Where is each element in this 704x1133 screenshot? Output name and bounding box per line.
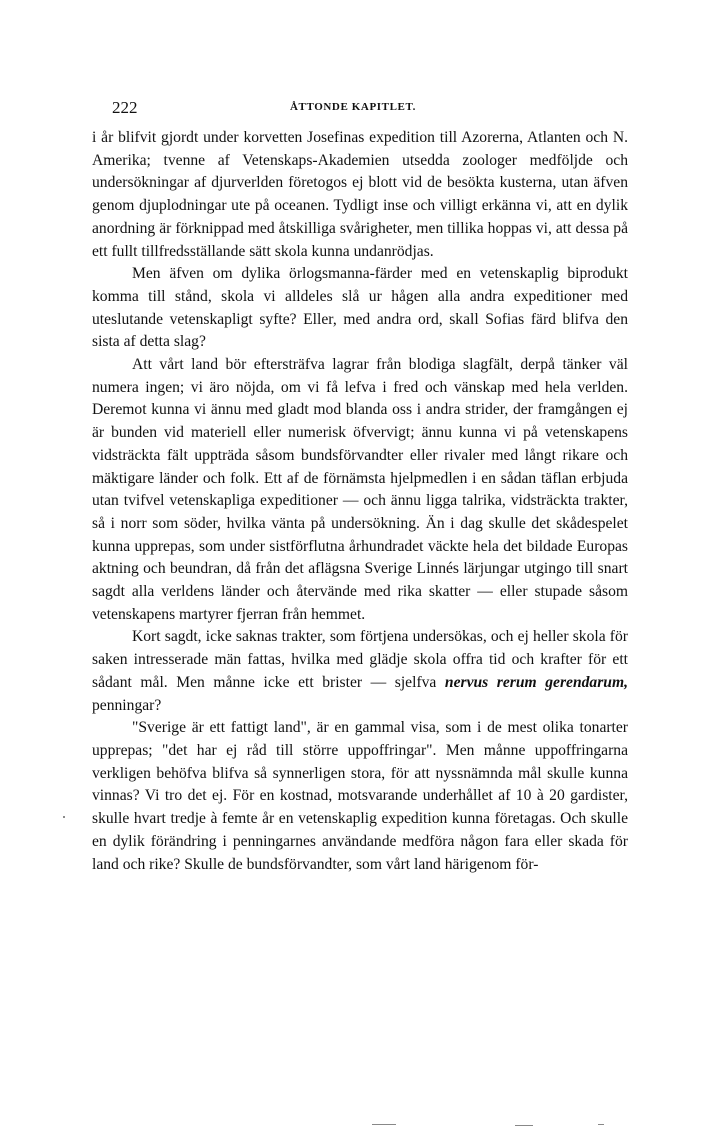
scan-mark bbox=[372, 1124, 396, 1125]
paragraph-1: i år blifvit gjordt under korvetten Josefinas expedition till Azorerna, Atlanten och N. Amerika; tvenne af Vetenskaps-Akademien utsedda zoologer medföljde och undersökningar af djurverlden företogos ej blott vid de besökta kusterna, utan äfven genom djuplodningar ute på oceanen. Tydligt inse och villigt erkänna vi, att en dylik anordning är förknippad med åtskilliga svårigheter, men tillika hoppas vi, att dessa på ett fullt tillfredsställande sätt skola kunna undanrödjas. bbox=[92, 129, 628, 260]
paragraph-4-text-after: penningar? bbox=[92, 696, 162, 714]
paragraph-2: Men äfven om dylika örlogsmanna-färder med en vetenskaplig biprodukt komma till stånd, skola vi alldeles slå ur hågen alla andra expeditioner med uteslutande vetenskapligt syfte? Eller, med andra ord, skall Sofias färd blifva den sista af detta slag? bbox=[92, 265, 628, 351]
page-header bbox=[90, 98, 630, 118]
paragraph-4-text-before: Kort sagdt, icke saknas trakter, som förtjena undersökas, och ej heller skola för saken intresserade män fattas, hvilka med glädje skola offra tid och krafter för ett sådant mål. Men månne icke ett brister — sjelfva bbox=[92, 628, 628, 691]
bottom-edge-marks bbox=[0, 1122, 704, 1128]
paragraph-3: Att vårt land bör eftersträfva lagrar från blodiga slagfält, derpå tänker väl numera ingen; vi äro nöjda, om vi få lefva i fred och vänskap med hela verlden. Deremot kunna vi ännu med gladt mod blanda oss i andra strider, der framgången ej är bunden vid materiell eller numerisk öfvervigt; ännu kunna vi på vetenskapens vidsträckta fält uppträda såsom bundsförvandter eller rivaler med långt rikare och mäktigare länder och folk. Ett af de förnämsta hjelpmedlen i en sådan täflan erbjuda utan tvifvel vetenskapliga expeditioner — och ännu ligga talrika, vidsträckta trakter, så i norr som söder, hvilka vänta på undersökning. Än i dag skulle det skådespelet kunna upprepas, som under sistförflutna århundradet väckte hela det bildade Europas aktning och beundran, då från det aflägsna Sverige Linnés lärjungar utgingo till snart sagdt alla verldens länder och återvände med rika skatter — eller stupade såsom vetenskapens martyrer fjerran från hemmet. bbox=[92, 356, 628, 623]
paragraph-4 bbox=[92, 626, 628, 717]
body-text bbox=[92, 127, 628, 876]
scan-mark bbox=[515, 1125, 533, 1126]
paragraph-5: "Sverige är ett fattigt land", är en gammal visa, som i de mest olika tonarter upprepas; "det har ej råd till större uppoffringar". Men månne uppoffringarna verkligen behöfva blifva så synnerligen stora, för att nyssnämnda mål skulle kunna vinnas? Vi tro det ej. För en kostnad, motsvarande underhållet af 10 à 20 gardister, skulle hvart tredje à femte år en vetenskaplig expedition kunna företagas. Och skulle en dylik förändring i penningarnes användande medföra någon fara eller skada för land och rike? Skulle de bundsförvandter, som vårt land härigenom för- bbox=[92, 719, 628, 873]
running-head: ÅTTONDE KAPITLET. bbox=[290, 101, 416, 113]
margin-speck bbox=[63, 816, 65, 818]
scan-mark bbox=[598, 1124, 604, 1125]
page-number: 222 bbox=[112, 98, 138, 117]
latin-phrase: nervus rerum gerendarum, bbox=[444, 673, 628, 691]
